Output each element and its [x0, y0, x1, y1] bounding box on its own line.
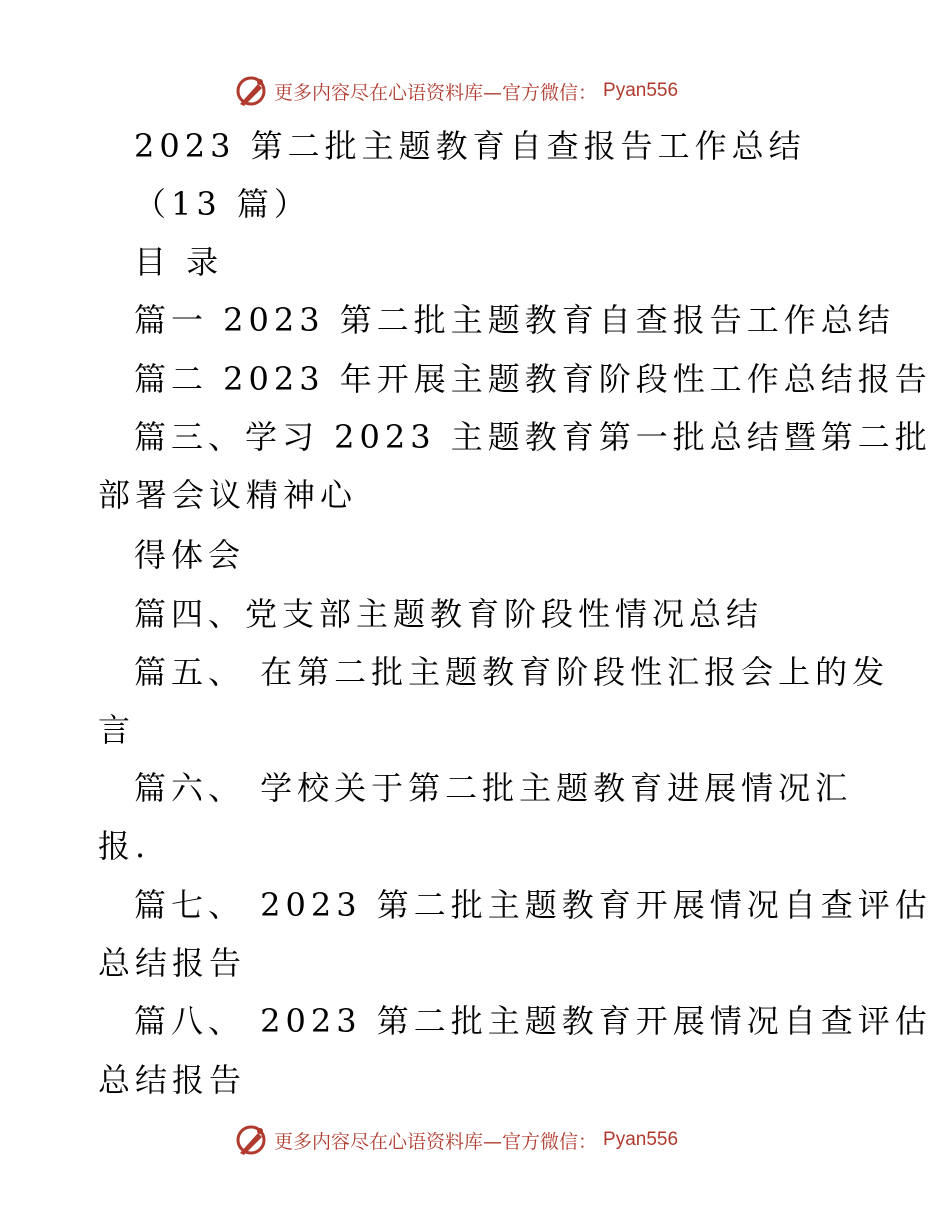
toc-line: 总结报告 — [98, 1061, 247, 1099]
toc-line: 篇三、学习 2023 主题教育第一批总结暨第二批 — [134, 418, 932, 456]
watermark-text: 更多内容尽在心语资料库—官方微信： — [274, 1130, 598, 1153]
toc-line: 篇五、 在第二批主题教育阶段性汇报会上的发 — [134, 653, 890, 691]
toc-heading: 目 录 — [134, 243, 224, 281]
toc-line: 篇二 2023 年开展主题教育阶段性工作总结报告 — [134, 360, 932, 398]
toc-line: 篇七、 2023 第二批主题教育开展情况自查评估 — [134, 886, 932, 924]
pen-logo-icon — [234, 1123, 268, 1157]
toc-line: 言 — [98, 711, 136, 749]
watermark-handle: Pyan556 — [603, 80, 679, 101]
footer-watermark — [234, 1123, 678, 1157]
toc-line: 总结报告 — [98, 944, 247, 982]
document-title: 2023 第二批主题教育自查报告工作总结 — [134, 127, 806, 165]
toc-line: 报. — [98, 827, 151, 865]
watermark-handle: Pyan556 — [603, 1129, 679, 1150]
toc-line: 篇八、 2023 第二批主题教育开展情况自查评估 — [134, 1002, 932, 1040]
toc-line: 篇一 2023 第二批主题教育自查报告工作总结 — [134, 301, 895, 339]
toc-line: 部署会议精神心 — [98, 476, 358, 514]
watermark-text: 更多内容尽在心语资料库—官方微信： — [274, 81, 598, 104]
document-subtitle: （13 篇） — [134, 185, 311, 223]
toc-line: 篇六、 学校关于第二批主题教育进展情况汇 — [134, 769, 853, 807]
toc-line: 得体会 — [134, 536, 246, 574]
toc-line: 篇四、党支部主题教育阶段性情况总结 — [134, 595, 764, 633]
